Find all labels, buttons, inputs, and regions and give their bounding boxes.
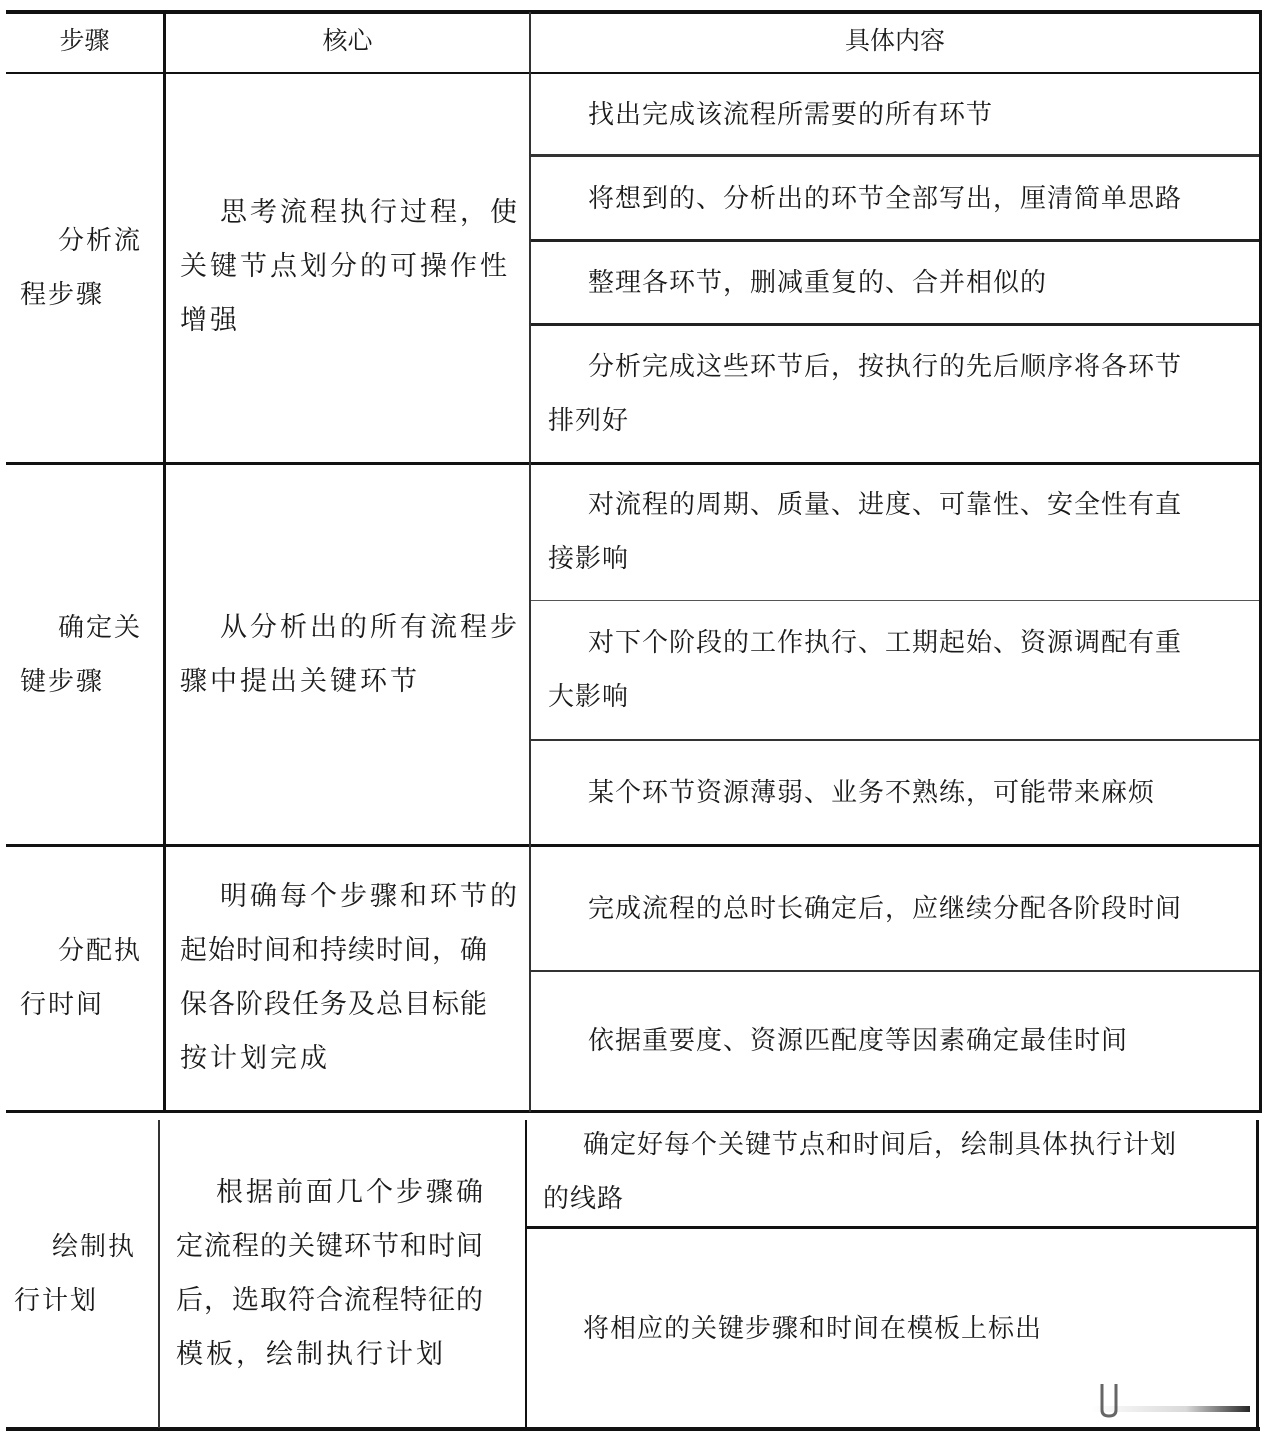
group-divider	[6, 844, 1262, 847]
row-divider	[530, 323, 1262, 326]
table-right-border	[1259, 12, 1262, 1112]
detail-item: 找出完成该流程所需要的所有环节	[588, 100, 994, 130]
watermark-icon	[1090, 1380, 1255, 1420]
detail-item: 将相应的关键步骤和时间在模板上标出	[583, 1314, 1043, 1344]
table-right-border	[1256, 1120, 1259, 1428]
group-divider	[6, 462, 1262, 465]
detail-item: 确定好每个关键节点和时间后，绘制具体执行计划 的线路	[543, 1130, 1178, 1214]
row-divider	[530, 239, 1262, 242]
detail-item: 分析完成这些环节后，按执行的先后顺序将各环节 排列好	[548, 352, 1183, 436]
step-label: 分析流 程步骤	[20, 226, 143, 310]
row-divider	[530, 970, 1262, 972]
column-divider	[525, 1120, 527, 1428]
core-description: 根据前面几个步骤确 定流程的关键环节和时间 后，选取符合流程特征的 模板，绘制执行计划	[176, 1177, 486, 1370]
detail-item: 对下个阶段的工作执行、工期起始、资源调配有重 大影响	[548, 628, 1183, 712]
column-divider	[163, 12, 166, 1112]
header-details: 具体内容	[844, 26, 945, 55]
row-divider	[530, 739, 1262, 741]
row-divider	[526, 1226, 1258, 1229]
header-bottom-border	[6, 72, 1262, 74]
core-description: 从分析出的所有流程步 骤中提出关键环节	[180, 612, 520, 697]
detail-item: 依据重要度、资源匹配度等因素确定最佳时间	[588, 1026, 1129, 1056]
detail-item: 某个环节资源薄弱、业务不熟练，可能带来麻烦	[588, 778, 1156, 808]
step-label: 分配执 行时间	[20, 936, 143, 1020]
step-label: 绘制执 行计划	[14, 1232, 137, 1316]
detail-item: 整理各环节，删减重复的、合并相似的	[588, 268, 1048, 298]
column-divider	[158, 1120, 160, 1428]
group-divider	[6, 1110, 1262, 1113]
detail-item: 完成流程的总时长确定后，应继续分配各阶段时间	[588, 894, 1183, 924]
core-description: 明确每个步骤和环节的 起始时间和持续时间，确 保各阶段任务及总目标能 按计划完成	[180, 881, 520, 1074]
core-description: 思考流程执行过程，使 关键节点划分的可操作性 增强	[180, 197, 520, 336]
row-divider	[530, 600, 1262, 601]
table-top-border	[6, 10, 1262, 14]
header-step: 步骤	[59, 26, 110, 55]
column-divider	[529, 12, 531, 1112]
table-bottom-border	[6, 1427, 1260, 1431]
step-label: 确定关 键步骤	[20, 613, 143, 697]
header-core: 核心	[322, 26, 373, 55]
detail-item: 对流程的周期、质量、进度、可靠性、安全性有直 接影响	[548, 490, 1183, 574]
detail-item: 将想到的、分析出的环节全部写出，厘清简单思路	[588, 184, 1183, 214]
row-divider	[530, 154, 1262, 157]
